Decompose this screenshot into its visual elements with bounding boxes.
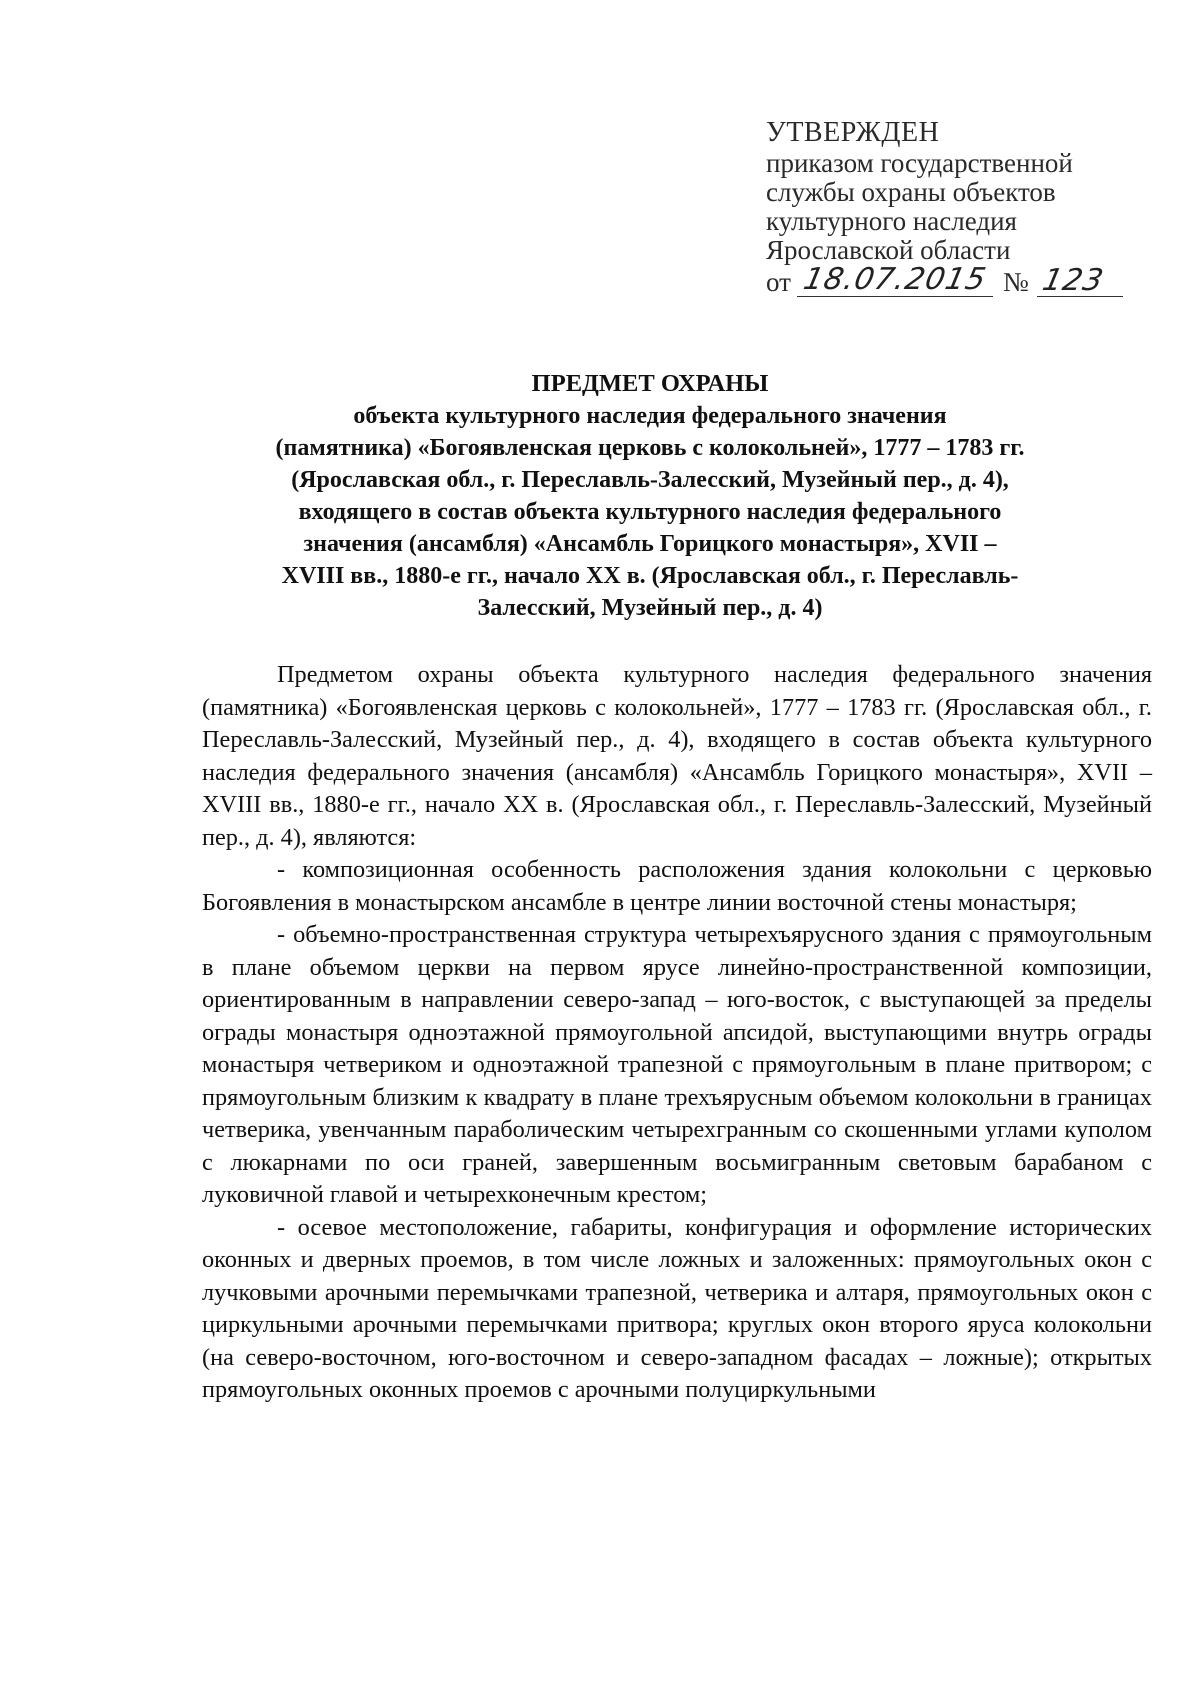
handwritten-number: 123 (1039, 263, 1107, 298)
date-prefix: от (766, 267, 791, 297)
date-field (797, 262, 993, 297)
subtitle-line-6: XVIII вв., 1880-е гг., начало XX в. (Ярославская обл., г. Переславль- (281, 563, 1019, 589)
approval-line-3: культурного наследия (766, 206, 1017, 236)
subtitle-line-7: Залесский, Музейный пер., д. 4) (477, 595, 823, 621)
subtitle-line-2: (памятника) «Богоявленская церковь с колокольней», 1777 – 1783 гг. (275, 435, 1025, 461)
list-item: - объемно-пространственная структура четырехъярусного здания с прямоугольным в плане объемом церкви на первом ярусе линейно-пространственной композиции, ориентированным в направлении северо-запад – юго-восток, с выступающей за пределы ограды монастыря одноэтажной прямоугольной апсидой, выступающими внутрь ограды монастыря четвериком и одноэтажной трапезной с прямоугольным в плане притвором; с прямоугольным близким к квадрату в плане трехъярусным объемом колокольни в границах четверика, увенчанным параболическим четырехгранным со скошенными углами куполом с люкарнами по оси граней, завершенным восьмигранным световым барабаном с луковичной главой и четырехконечным крестом; (202, 921, 1152, 1208)
approval-stamp (766, 118, 1146, 297)
subtitle-line-1: объекта культурного наследия федерального значения (353, 403, 947, 429)
document-title: ПРЕДМЕТ ОХРАНЫ (531, 370, 769, 397)
subtitle-line-4: входящего в состав объекта культурного наследия федерального (298, 499, 1002, 525)
approval-title: УТВЕРЖДЕН (766, 117, 940, 148)
document-title-block (200, 368, 1100, 624)
subtitle-line-5: значения (ансамбля) «Ансамбль Горицкого монастыря», XVII – (303, 531, 997, 557)
approval-line-4: Ярославской области (766, 235, 1011, 265)
approval-line-1: приказом государственной (766, 148, 1073, 178)
document-body (202, 659, 1152, 1407)
handwritten-date: 18.07.2015 (800, 262, 990, 297)
number-field (1037, 263, 1123, 298)
approval-date-number-row (766, 262, 1146, 298)
list-item: - осевое местоположение, габариты, конфигурация и оформление исторических оконных и дверных проемов, в том числе ложных и заложенных: прямоугольных окон с лучковыми арочными перемычками трапезной, четверика и алтаря, прямоугольных окон с циркульными арочными перемычками притвора; круглых окон второго яруса колокольни (на северо-восточном, юго-восточном и северо-западном фасадах – ложные); открытых прямоугольных оконных проемов с арочными полуциркульными (202, 1213, 1152, 1403)
intro-paragraph: Предметом охраны объекта культурного наследия федерального значения (памятника) «Богоявленская церковь с колокольней», 1777 – 1783 гг. (Ярославская обл., г. Переславль-Залесский, Музейный пер., д. 4), входящего в состав объекта культурного наследия федерального значения (ансамбля) «Ансамбль Горицкого монастыря», XVII – XVIII вв., 1880-е гг., начало XX в. (Ярославская обл., г. Переславль-Залесский, Музейный пер., д. 4), являются: (202, 661, 1152, 851)
number-sign: № (1002, 267, 1029, 297)
list-item: - композиционная особенность расположения здания колокольни с церковью Богоявления в монастырском ансамбле в центре линии восточной стены монастыря; (202, 856, 1152, 916)
approval-line-2: службы охраны объектов (766, 177, 1056, 207)
subtitle-line-3: (Ярославская обл., г. Переславль-Залесский, Музейный пер., д. 4), (291, 467, 1009, 493)
